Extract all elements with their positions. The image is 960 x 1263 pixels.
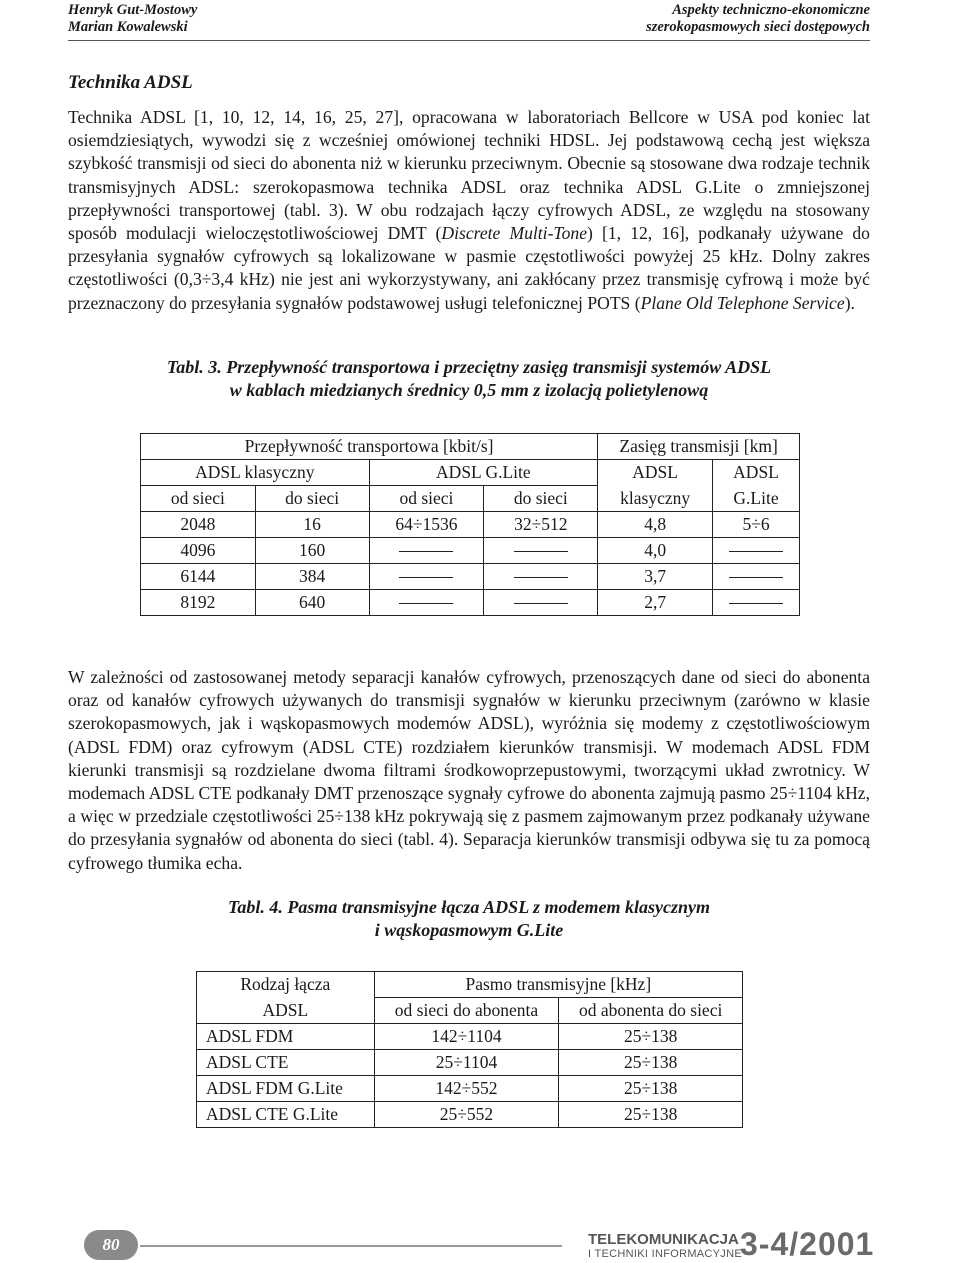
table-cell: 64÷1536 (369, 512, 484, 538)
table-cell: 6144 (141, 564, 256, 590)
running-header-title (646, 2, 870, 36)
dash-mark (514, 551, 568, 552)
table4-caption-line-2: i wąskopasmowym G.Lite (374, 920, 564, 940)
table-cell-empty (369, 564, 484, 590)
table3-range-classic-header: klasyczny (598, 486, 713, 512)
table-cell: 25÷138 (559, 1076, 743, 1102)
table4-up-header: od abonenta do sieci (559, 998, 743, 1024)
table-row (141, 564, 800, 590)
table-cell: ADSL FDM (197, 1024, 375, 1050)
author-1: Henryk Gut-Mostowy (68, 2, 198, 18)
table-row (197, 1024, 743, 1050)
table3-header-row-3 (141, 486, 800, 512)
table-cell: 4,0 (598, 538, 713, 564)
table-cell: 25÷138 (559, 1102, 743, 1128)
table4-header-row-2 (197, 998, 743, 1024)
table-cell-empty (713, 538, 800, 564)
table-cell: 4096 (141, 538, 256, 564)
dash-mark (514, 577, 568, 578)
table-cell: 160 (255, 538, 369, 564)
table4-caption (68, 896, 870, 942)
table3-to-net2-header: do sieci (484, 486, 598, 512)
dash-mark (729, 551, 783, 552)
table-cell: 25÷138 (559, 1050, 743, 1076)
para2-text: W zależności od zastosowanej metody separacji kanałów cyfrowych, przenoszących dane od sieci do abonenta oraz od kanałów cyfrowych używanych do transmisji sygnałów w kierunku przeciwnym (zarówno w klasie szerokopasmowych, jak i wąskopasmowych modemów ADSL), wyróżnia się modemy z częstotliwościowym (ADSL FDM) oraz cyfrowym (ADSL CTE) rozdziałem kierunków transmisji. W modemach ADSL FDM kierunki transmisji są rozdzielane dwoma filtrami środkowoprzepustowymi, tworzącymi układ zwrotnicy. W modemach ADSL CTE podkanały DMT przenoszące sygnały cyfrowe do abonenta zajmują pasmo 25÷1104 kHz, a więc w przedziale częstotliwości 25÷138 kHz pokrywają się z pasmem zajmowanym przez podkanały używane do przesyłania sygnałów od abonenta do sieci (tabl. 4). Separacja kierunków transmisji odbywa się tu za pomocą cyfrowego tłumika echa. (68, 667, 870, 873)
table3-from-net2-header: od sieci (369, 486, 484, 512)
table4-header-row-1 (197, 972, 743, 998)
table-row (197, 1050, 743, 1076)
para1-text-2: ) [1, 12, 16], podkanały używane do przesyłania sygnałów cyfrowych są lokalizowane w pasmie częstotliwości powyżej 25 kHz. Dolny zakres częstotliwości (0,3÷3,4 kHz) nie jest ani wykorzystywany, ani zakłócany przez transmisję cyfrową i może być przeznaczony do przesyłania sygnałów podstawowej usługi telefonicznej POTS ( (68, 223, 870, 313)
table-cell: 2048 (141, 512, 256, 538)
table4-band-header: Pasmo transmisyjne [kHz] (374, 972, 742, 998)
table-cell: 32÷512 (484, 512, 598, 538)
paragraph-technika-adsl (68, 106, 870, 315)
table-cell: 25÷138 (559, 1024, 743, 1050)
table3-range-adsl2-header: ADSL (713, 460, 800, 486)
table-cell: 25÷1104 (374, 1050, 559, 1076)
journal-issue: 3-4/2001 (740, 1226, 875, 1262)
table4-type-header-1: Rodzaj łącza (197, 972, 375, 998)
table3-throughput-header: Przepływność transportowa [kbit/s] (141, 434, 598, 460)
table-cell: 4,8 (598, 512, 713, 538)
table-cell: ADSL FDM G.Lite (197, 1076, 375, 1102)
table-cell: 3,7 (598, 564, 713, 590)
dash-mark (729, 603, 783, 604)
table4-type-header-2: ADSL (197, 998, 375, 1024)
table3-adsl-glite-header: ADSL G.Lite (369, 460, 598, 486)
table-cell-empty (484, 538, 598, 564)
running-header-authors (68, 2, 197, 36)
table-cell: ADSL CTE G.Lite (197, 1102, 375, 1128)
journal-name-line-1: TELEKOMUNIKACJA (588, 1231, 739, 1248)
para1-text-1: Technika ADSL [1, 10, 12, 14, 16, 25, 27], opracowana w laboratoriach Bellcore w USA pod koniec lat osiemdziesiątych, wywodzi się z wcześniej omówionej techniki HDSL. Jej podstawową cechą jest większa szybkość transmisji od sieci do abonenta niż w kierunku przeciwnym. Obecnie są stosowane dwa rodzaje technik transmisyjnych ADSL: szerokopasmowa technika ADSL oraz technika ADSL G.Lite o zmniejszonej przepływności transportowej (tabl. 3). W obu rodzajach łączy cyfrowych ADSL, ze względu na stosowany sposób modulacji wieloczęstotliwościowej DMT ( (68, 107, 870, 244)
table-row (141, 590, 800, 616)
table-cell: 2,7 (598, 590, 713, 616)
table-cell-empty (369, 590, 484, 616)
dash-mark (729, 577, 783, 578)
table-cell: 640 (255, 590, 369, 616)
dmt-expansion: Discrete Multi-Tone (441, 223, 588, 244)
table-cell: 8192 (141, 590, 256, 616)
table3-from-net-header: od sieci (141, 486, 256, 512)
dash-mark (399, 603, 453, 604)
table-cell-empty (369, 538, 484, 564)
table3-range-adsl-header: ADSL (598, 460, 713, 486)
table3-to-net-header: do sieci (255, 486, 369, 512)
dash-mark (514, 603, 568, 604)
section-title: Technika ADSL (68, 72, 193, 93)
table-cell: 384 (255, 564, 369, 590)
table-cell-empty (713, 564, 800, 590)
table-cell: 142÷552 (374, 1076, 559, 1102)
table-row (197, 1076, 743, 1102)
table4-down-header: od sieci do abonenta (374, 998, 559, 1024)
dash-mark (399, 551, 453, 552)
table-cell-empty (484, 564, 598, 590)
table4 (196, 971, 743, 1128)
table-row (141, 512, 800, 538)
table3-header-row-2 (141, 460, 800, 486)
journal-name (588, 1233, 742, 1261)
table-cell-empty (713, 590, 800, 616)
header-rule (68, 40, 870, 41)
table-cell: 25÷552 (374, 1102, 559, 1128)
table3-caption-line-2: w kablach miedzianych średnicy 0,5 mm z izolacją polietylenową (229, 380, 709, 400)
table-cell: ADSL CTE (197, 1050, 375, 1076)
author-2: Marian Kowalewski (68, 19, 188, 35)
table-cell: 142÷1104 (374, 1024, 559, 1050)
table3-caption-line-1: Tabl. 3. Przepływność transportowa i przeciętny zasięg transmisji systemów ADSL (166, 357, 772, 377)
journal-name-line-2: I TECHNIKI INFORMACYJNE (588, 1248, 742, 1260)
running-title-line-2: szerokopasmowych sieci dostępowych (646, 19, 870, 35)
table3-header-row-1 (141, 434, 800, 460)
table4-caption-line-1: Tabl. 4. Pasma transmisyjne łącza ADSL z modemem klasycznym (227, 897, 710, 917)
running-title-line-1: Aspekty techniczno-ekonomiczne (672, 2, 870, 18)
para1-text-3: ). (844, 292, 855, 313)
page-number: 80 (84, 1230, 138, 1260)
table3-range-header: Zasięg transmisji [km] (598, 434, 800, 460)
paragraph-separation (68, 666, 870, 875)
table-row (141, 538, 800, 564)
pots-expansion: Plane Old Telephone Service (640, 292, 845, 313)
dash-mark (399, 577, 453, 578)
table3 (140, 433, 800, 616)
table-cell: 16 (255, 512, 369, 538)
table-cell-empty (484, 590, 598, 616)
table3-adsl-classic-header: ADSL klasyczny (141, 460, 370, 486)
footer-rule (140, 1245, 562, 1247)
table-row (197, 1102, 743, 1128)
table-cell: 5÷6 (713, 512, 800, 538)
table3-caption (68, 356, 870, 402)
table3-range-glite-header: G.Lite (713, 486, 800, 512)
